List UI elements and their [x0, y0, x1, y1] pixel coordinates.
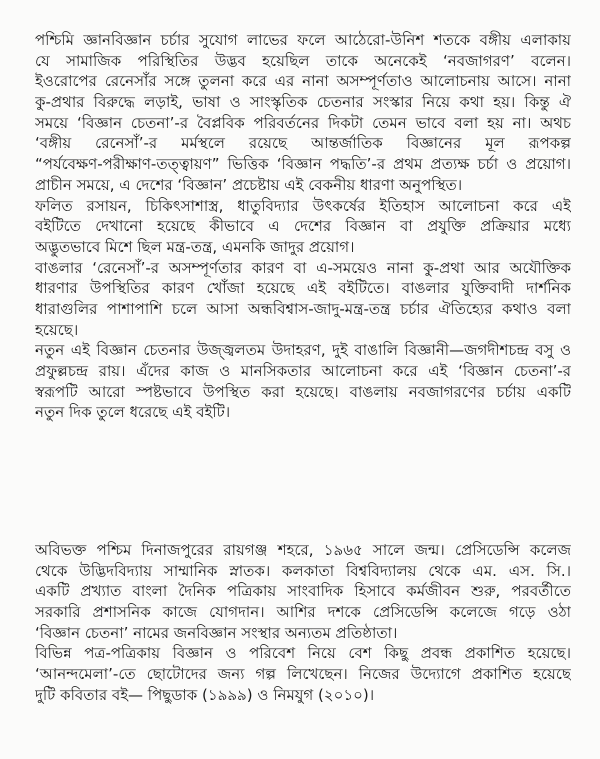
book-description	[35, 30, 571, 423]
text-line: একটি প্রখ্যাত বাংলা দৈনিক পত্রিকায় সাংবাদিক হিসাবে কর্মজীবন শুরু, পরবর্তীতে	[35, 582, 571, 601]
text-line: ‘বঙ্গীয় রেনেসাঁ’-র মর্মস্থলে রয়েছে আন্তর্জাতিক বিজ্ঞানের মূল রূপকল্প	[35, 134, 571, 153]
text-line: থেকে উদ্ভিদবিদ্যায় সাম্মানিক স্নাতক। কলকাতা বিশ্ববিদ্যালয় থেকে এম. এস. সি.।	[35, 561, 571, 580]
text-line: পশ্চিমি জ্ঞানবিজ্ঞান চর্চার সুযোগ লাভের ফলে আঠেরো-উনিশ শতকে বঙ্গীয় এলাকায়	[35, 31, 571, 49]
text-line: বিভিন্ন পত্র-পত্রিকায় বিজ্ঞান ও পরিবেশ নিয়ে বেশ কিছু প্রবন্ধ প্রকাশিত হয়েছে।	[35, 644, 571, 663]
text-line: ধারাগুলির পাশাপাশি চলে আসা অন্ধবিশ্বাস-জাদু-মন্ত্র-তন্ত্র চর্চার ঐতিহ্যের কথাও বলা	[35, 299, 571, 318]
text-line: ইওরোপের রেনেসাঁর সঙ্গে তুলনা করে এর নানা অসম্পূর্ণতাও আলোচনায় আসে। নানা	[35, 72, 571, 91]
text-line: ‘বিজ্ঞান চেতনা’ নামের জনবিজ্ঞান সংস্থার অন্যতম প্রতিষ্ঠাতা।	[35, 623, 398, 642]
text-line: বাঙলার ‘রেনেসাঁ’-র অসম্পূর্ণতার কারণ বা এ-সময়েও নানা কু-প্রথা আর অযৌক্তিক	[35, 258, 571, 277]
text-line: দুটি কবিতার বই— পিছুডাক (১৯৯৯) ও নিমযুগ (২০১০)।	[35, 685, 375, 704]
text-line: অবিভক্ত পশ্চিম দিনাজপুরের রায়গঞ্জ শহরে, ১৯৬৫ সালে জন্ম। প্রেসিডেন্সি কলেজ	[35, 541, 571, 559]
text-line: সরকারি প্রশাসনিক কাজে যোগদান। আশির দশকে প্রেসিডেন্সি কলেজে গড়ে ওঠা	[35, 603, 571, 622]
text-line: সময়ে ‘বিজ্ঞান চেতনা’-র বৈপ্লবিক পরিবর্তনের দিকটা তেমন ভাবে বলা হয় না। অথচ	[35, 113, 571, 132]
text-line: হয়েছে।	[35, 320, 79, 339]
text-line: ধারণার উপস্থিতির কারণ খোঁজা হয়েছে এই বইটিতে। বাঙলার যুক্তিবাদী দার্শনিক	[35, 279, 571, 298]
text-line: প্রাচীন সময়ে, এ দেশের ‘বিজ্ঞান’ প্রচেষ্টায় এই বেকনীয় ধারণা অনুপস্থিত।	[35, 175, 463, 194]
text-line: যে সামাজিক পরিস্থিতির উদ্ভব হয়েছিল তাকে অনেকেই ‘নবজাগরণ’ বলেন।	[35, 51, 571, 70]
text-line: প্রফুল্লচন্দ্র রায়। এঁদের কাজ ও মানসিকতার আলোচনা করে এই ‘বিজ্ঞান চেতনা’-র	[35, 362, 571, 380]
text-line: ফলিত রসায়ন, চিকিৎসাশাস্ত্র, ধাতুবিদ্যার উৎকর্ষের ইতিহাস আলোচনা করে এই	[35, 196, 571, 215]
text-line: কু-প্রথার বিরুদ্ধে লড়াই, ভাষা ও সাংস্কৃতিক চেতনার সংস্কার নিয়ে কথা হয়। কিন্তু ঐ	[35, 93, 571, 112]
text-line: অদ্ভুতভাবে মিশে ছিল মন্ত্র-তন্ত্র, এমনকি জাদুর প্রয়োগ।	[35, 237, 355, 256]
text-line: ‘আনন্দমেলা’-তে ছোটোদের জন্য গল্প লিখেছেন। নিজের উদ্যোগে প্রকাশিত হয়েছে	[35, 665, 571, 684]
author-bio	[35, 540, 571, 706]
text-line: স্বরূপটি আরো স্পষ্টভাবে উপস্থিত করা হয়েছে। বাঙলায় নবজাগরণের চর্চায় একটি	[35, 382, 571, 401]
text-line: বইটিতে দেখানো হয়েছে কীভাবে এ দেশের বিজ্ঞান বা প্রযুক্তি প্রক্রিয়ার মধ্যে	[35, 217, 571, 236]
text-line: “পর্যবেক্ষণ-পরীক্ষাণ-তত্ত্বায়ণ” ভিত্তিক ‘বিজ্ঞান পদ্ধতি’-র প্রথম প্রত্যক্ষ চর্চা ও প্রয়োগ।	[35, 155, 571, 174]
text-line: নতুন দিক তুলে ধরেছে এই বইটি।	[35, 403, 231, 422]
text-line: নতুন এই বিজ্ঞান চেতনার উজ্জ্বলতম উদাহরণ, দুই বাঙালি বিজ্ঞানী—জগদীশচন্দ্র বসু ও	[35, 341, 571, 360]
